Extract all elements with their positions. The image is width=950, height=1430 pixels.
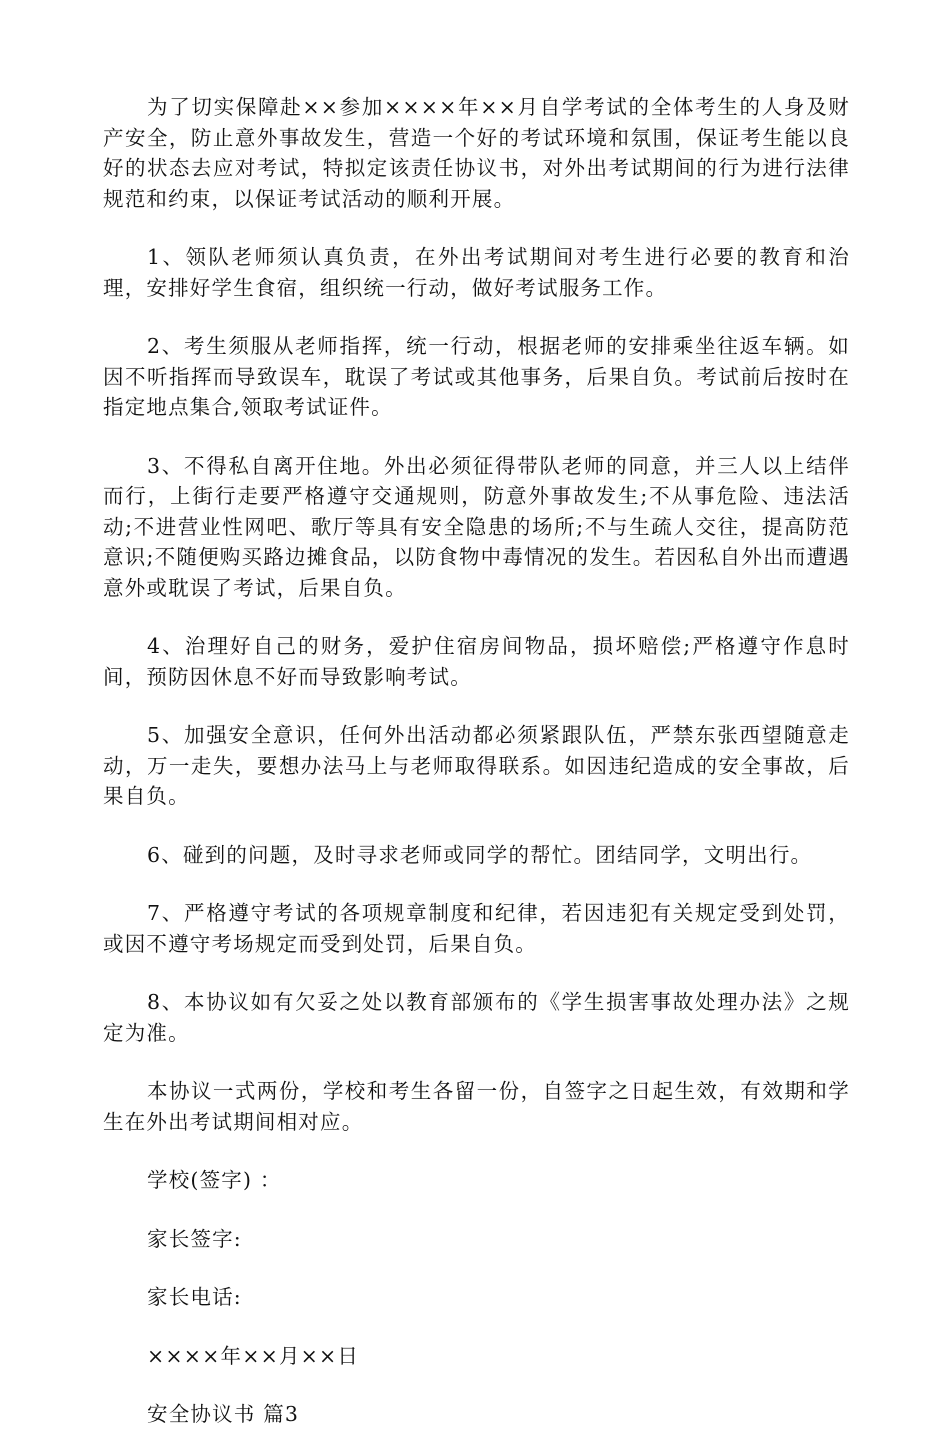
clause-7: 7、严格遵守考试的各项规章制度和纪律，若因违犯有关规定受到处罚，或因不遵守考场规定而受到处罚，后果自负。 — [103, 901, 850, 956]
parent-signature-line: 家长签字: — [147, 1226, 242, 1251]
clause-8: 8、本协议如有欠妥之处以教育部颁布的《学生损害事故处理办法》之规定为准。 — [103, 990, 850, 1045]
clause-1: 1、领队老师须认真负责，在外出考试期间对考生进行必要的教育和治理，安排好学生食宿，组织统一行动，做好考试服务工作。 — [103, 245, 850, 300]
next-section-heading: 安全协议书 篇3 — [147, 1402, 300, 1426]
signature-block — [103, 1165, 850, 1430]
intro-paragraph: 为了切实保障赴××参加××××年××月自学考试的全体考生的人身及财产安全，防止意外事故发生，营造一个好的考试环境和氛围，保证考生能以良好的状态去应对考试，特拟定该责任协议书，对外出考试期间的行为进行法律规范和约束，以保证考试活动的顺利开展。 — [103, 95, 850, 211]
clause-2: 2、考生须服从老师指挥，统一行动，根据老师的安排乘坐往返车辆。如因不听指挥而导致误车，耽误了考试或其他事务，后果自负。考试前后按时在指定地点集合,领取考试证件。 — [103, 334, 850, 419]
clause-3: 3、不得私自离开住地。外出必须征得带队老师的同意，并三人以上结伴而行，上街行走要严格遵守交通规则，防意外事故发生;不从事危险、违法活动;不进营业性网吧、歌厅等具有安全隐患的场所;不与生疏人交往，提高防范意识;不随便购买路边摊食品，以防食物中毒情况的发生。若因私自外出而遭遇意外或耽误了考试，后果自负。 — [103, 453, 850, 600]
parent-phone-line: 家长电话: — [147, 1285, 242, 1309]
date-line: ××××年××月××日 — [147, 1343, 360, 1368]
clause-6: 6、碰到的问题，及时寻求老师或同学的帮忙。团结同学，文明出行。 — [147, 842, 813, 867]
clause-5: 5、加强安全意识，任何外出活动都必须紧跟队伍，严禁东张西望随意走动，万一走失，要想办法马上与老师取得联系。如因违纪造成的安全事故，后果自负。 — [103, 723, 850, 808]
school-signature-line: 学校(签字) ： — [147, 1168, 282, 1192]
closing-paragraph: 本协议一式两份，学校和考生各留一份，自签字之日起生效，有效期和学生在外出考试期间相对应。 — [103, 1079, 850, 1134]
clause-4: 4、治理好自己的财务，爱护住宿房间物品，损坏赔偿;严格遵守作息时间，预防因休息不好而导致影响考试。 — [103, 634, 850, 689]
